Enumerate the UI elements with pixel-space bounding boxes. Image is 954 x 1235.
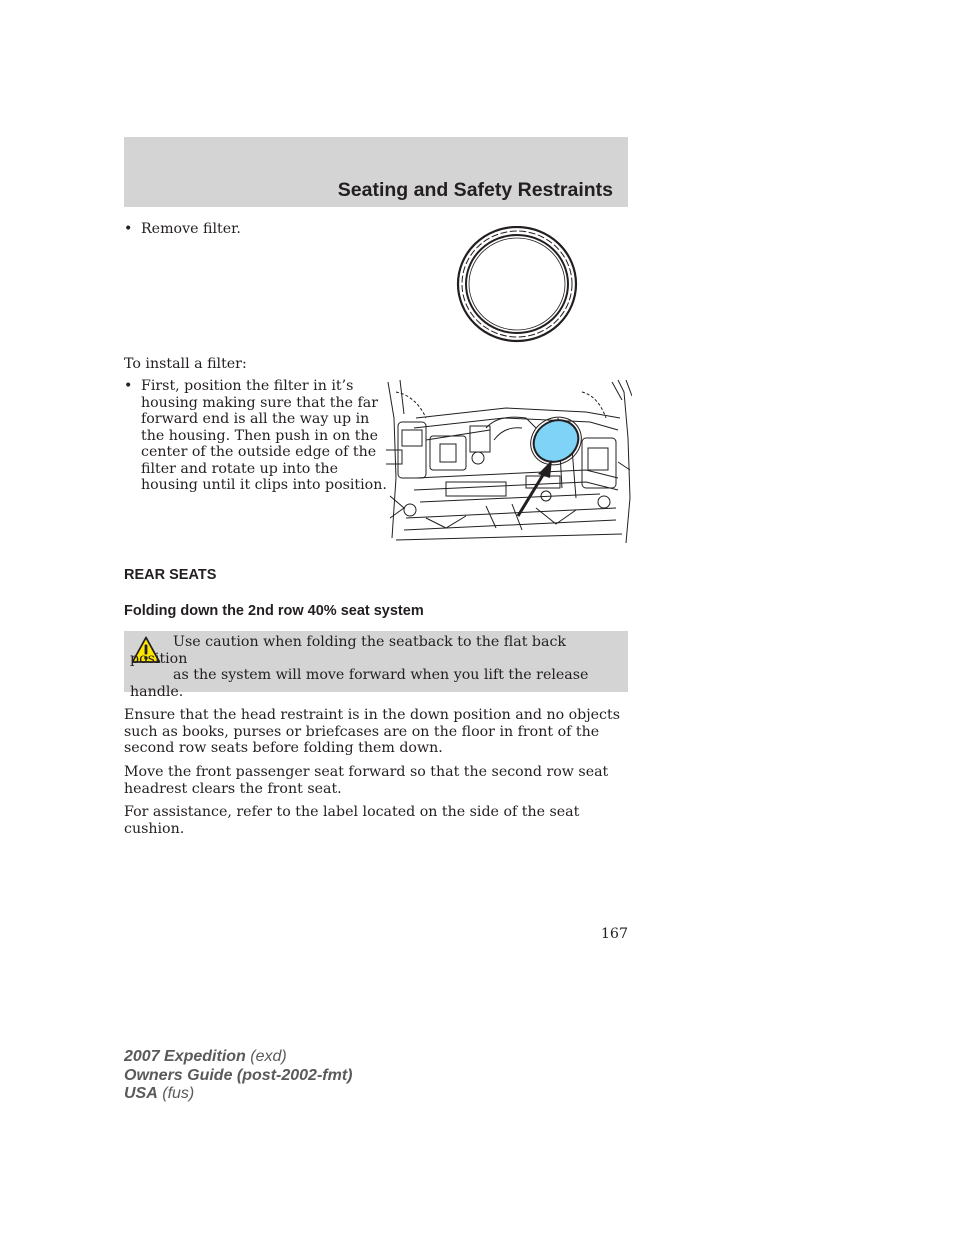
document-footer bbox=[124, 1048, 352, 1104]
text-line: such as books, purses or briefcases are on the floor in front of the bbox=[124, 723, 600, 740]
text-line: the housing. Then push in on the bbox=[141, 427, 379, 444]
footer-market: USA bbox=[124, 1085, 158, 1102]
text-line: housing making sure that the far bbox=[141, 394, 378, 411]
bullet-dot: • bbox=[124, 221, 133, 237]
bullet-text bbox=[141, 378, 387, 494]
bullet-dot: • bbox=[124, 378, 133, 394]
folding-subheading: Folding down the 2nd row 40% seat system bbox=[124, 603, 424, 619]
rear-seats-heading: REAR SEATS bbox=[124, 567, 217, 583]
text-line: Ensure that the head restraint is in the down position and no objects bbox=[124, 707, 620, 723]
text-line: forward end is all the way up in bbox=[141, 411, 370, 427]
footer-line-1 bbox=[124, 1048, 352, 1067]
filter-ring-illustration bbox=[455, 226, 579, 344]
text-line: second row seats before folding them down. bbox=[124, 740, 443, 756]
text-line: handle. bbox=[130, 683, 184, 700]
caution-box bbox=[124, 631, 628, 700]
footer-guide: Owners Guide (post-2002-fmt) bbox=[124, 1066, 353, 1084]
caution-text bbox=[130, 634, 620, 700]
paragraph-assistance: For assistance, refer to the label located on the side of the seat cushion. bbox=[124, 804, 580, 837]
footer-line-2 bbox=[124, 1067, 352, 1086]
page-number: 167 bbox=[600, 926, 628, 942]
text-line: First, position the filter in it’s bbox=[141, 378, 354, 394]
bullet-text: Remove filter. bbox=[141, 221, 241, 237]
bullet-remove-filter bbox=[124, 221, 241, 238]
footer-model: 2007 Expedition bbox=[124, 1048, 246, 1065]
bullet-install-filter bbox=[124, 378, 387, 494]
footer-market-code: (fus) bbox=[162, 1085, 195, 1102]
text-line: center of the outside edge of the bbox=[141, 444, 377, 460]
section-title: Seating and Safety Restraints bbox=[337, 179, 613, 201]
filter-housing-illustration bbox=[386, 378, 632, 548]
footer-model-code: (exd) bbox=[250, 1048, 287, 1065]
install-intro: To install a filter: bbox=[124, 356, 247, 372]
text-line: as the system will move forward when you lift the release bbox=[173, 667, 589, 683]
footer-line-3 bbox=[124, 1085, 352, 1104]
paragraph-front-seat bbox=[124, 764, 628, 797]
paragraph-head-restraint bbox=[124, 707, 628, 757]
text-line: headrest clears the front seat. bbox=[124, 780, 342, 797]
text-line: Move the front passenger seat forward so that the second row seat bbox=[124, 764, 609, 780]
text-line: Use caution when folding the seatback to the flat back position bbox=[130, 634, 567, 667]
section-header-band bbox=[124, 137, 628, 207]
text-line: filter and rotate up into the bbox=[141, 460, 339, 477]
text-line: housing until it clips into position. bbox=[141, 477, 387, 493]
